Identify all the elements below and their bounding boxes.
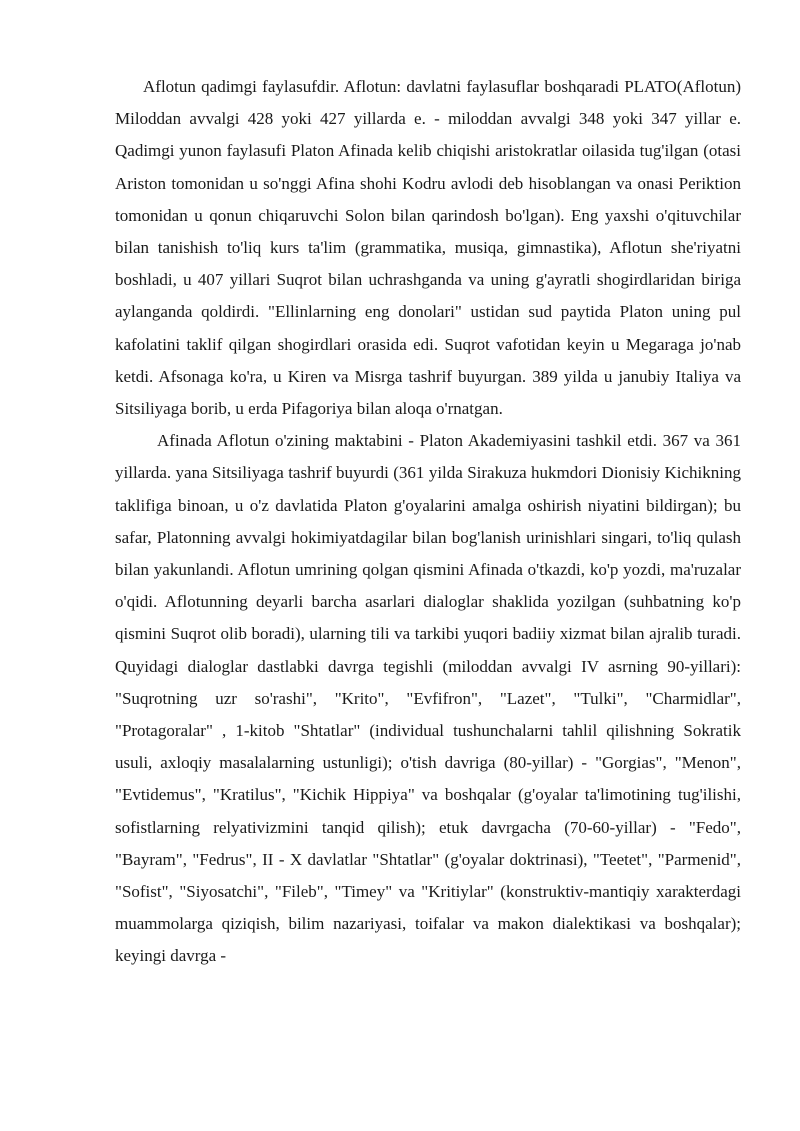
- document-body: [115, 71, 741, 973]
- paragraph-1: Aflotun qadimgi faylasufdir. Aflotun: davlatni faylasuflar boshqaradi PLATO(Aflotun) Miloddan avvalgi 428 yoki 427 yillarda e. - miloddan avvalgi 348 yoki 347 yillar e. Qadimgi yunon faylasufi Platon Afinada kelib chiqishi aristokratlar oilasida tug'ilgan (otasi Ariston tomonidan u so'nggi Afina shohi Kodru avlodi deb hisoblangan va onasi Periktion tomonidan u qonun chiqaruvchi Solon bilan qarindosh bo'lgan). Eng yaxshi o'qituvchilar bilan tanishish to'liq kurs ta'lim (grammatika, musiqa, gimnastika), Aflotun she'riyatni boshladi, u 407 yillari Suqrot bilan uchrashganda va uning g'ayratli shogirdlaridan biriga aylanganda qoldirdi. "Ellinlarning eng donolari" ustidan sud paytida Platon uning pul kafolatini taklif qilgan shogirdlari orasida edi. Suqrot vafotidan keyin u Megaraga jo'nab ketdi. Afsonaga ko'ra, u Kiren va Misrga tashrif buyurgan. 389 yilda u janubiy Italiya va Sitsiliyaga borib, u erda Pifagoriya bilan aloqa o'rnatgan.: [115, 77, 741, 419]
- paragraph-2: Afinada Aflotun o'zining maktabini - Platon Akademiyasini tashkil etdi. 367 va 361 yillarda. yana Sitsiliyaga tashrif buyurdi (361 yilda Sirakuza hukmdori Dionisiy Kichikning taklifiga binoan, u o'z davlatida Platon g'oyalarini amalga oshirish niyatini bildirgan); bu safar, Platonning avvalgi hokimiyatdagilar bilan bog'lanish urinishlari singari, to'liq qulash bilan yakunlandi. Aflotun umrining qolgan qismini Afinada o'tkazdi, ko'p yozdi, ma'ruzalar o'qidi. Aflotunning deyarli barcha asarlari dialoglar shaklida yozilgan (suhbatning ko'p qismini Suqrot olib boradi), ularning tili va tarkibi yuqori badiiy xizmat bilan ajralib turadi. Quyidagi dialoglar dastlabki davrga tegishli (miloddan avvalgi IV asrning 90-yillari): "Suqrotning uzr so'rashi", "Krito", "Evfifron", "Lazet", "Tulki", "Charmidlar", "Protagoralar" , 1-kitob "Shtatlar" (individual tushunchalarni tahlil qilishning Sokratik usuli, axloqiy masalalarning ustunligi); o'tish davriga (80-yillar) - "Gorgias", "Menon", "Evtidemus", "Kratilus", "Kichik Hippiya" va boshqalar (g'oyalar ta'limotining tug'ilishi, sofistlarning relyativizmini tanqid qilish); etuk davrgacha (70-60-yillar) - "Fedo", "Bayram", "Fedrus", II - X davlatlar "Shtatlar" (g'oyalar doktrinasi), "Teetet", "Parmenid", "Sofist", "Siyosatchi", "Fileb", "Timey" va "Kritiylar" (konstruktiv-mantiqiy xarakterdagi muammolarga qiziqish, bilim nazariyasi, toifalar va makon dialektikasi va boshqalar); keyingi davrga -: [115, 431, 741, 966]
